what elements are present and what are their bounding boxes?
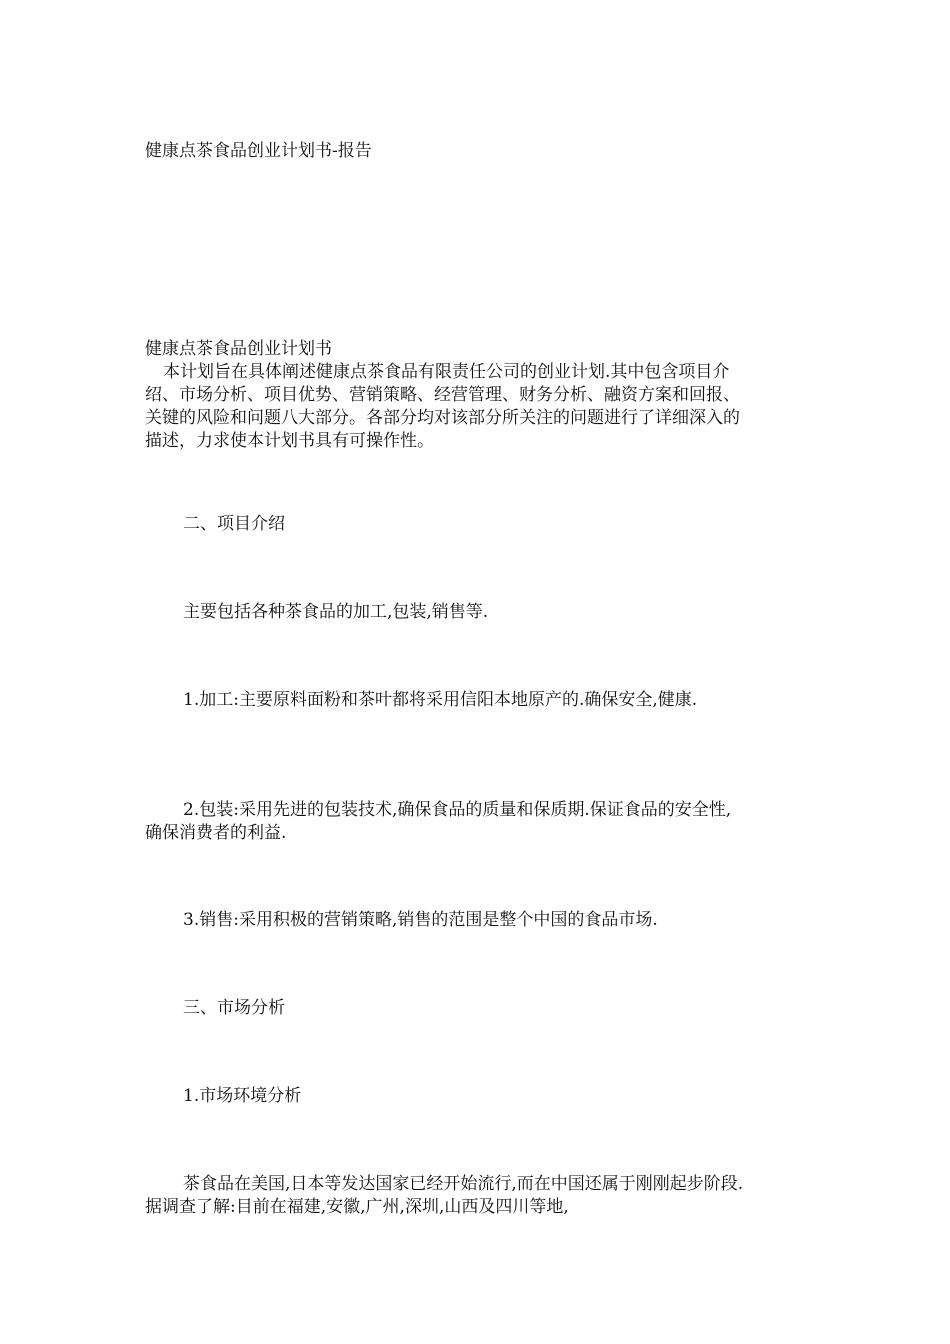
section-heading-market-analysis: 三、市场分析 [183, 998, 285, 1018]
market-paragraph: 茶食品在美国,日本等发达国家已经开始流行,而在中国还属于刚刚起步阶段.据调查了解:目前在福建,安徽,广州,深圳,山西及四川等地, [145, 1174, 744, 1217]
intro-paragraph: 本计划旨在具体阐述健康点茶食品有限责任公司的创业计划.其中包含项目介绍、市场分析、项目优势、营销策略、经营管理、财务分析、融资方案和回报、关键的风险和问题八大部分。各部分均对该部分所关注的问题进行了详细深入的描述，力求使本计划书具有可操作性。 [145, 362, 740, 451]
document-title: 健康点茶食品创业计划书 [145, 339, 332, 359]
header-title: 健康点茶食品创业计划书-报告 [145, 141, 372, 161]
section-heading-project-intro: 二、项目介绍 [183, 514, 285, 534]
subsection-heading-market-environment: 1.市场环境分析 [183, 1086, 302, 1106]
processing-paragraph: 1.加工:主要原料面粉和茶叶都将采用信阳本地原产的.确保安全,健康. [183, 690, 698, 710]
packaging-paragraph: 2.包装:采用先进的包装技术,确保食品的质量和保质期.保证食品的安全性,确保消费者的利益. [145, 800, 732, 843]
project-summary-paragraph: 主要包括各种茶食品的加工,包装,销售等. [183, 602, 489, 622]
sales-paragraph: 3.销售:采用积极的营销策略,销售的范围是整个中国的食品市场. [183, 910, 658, 930]
